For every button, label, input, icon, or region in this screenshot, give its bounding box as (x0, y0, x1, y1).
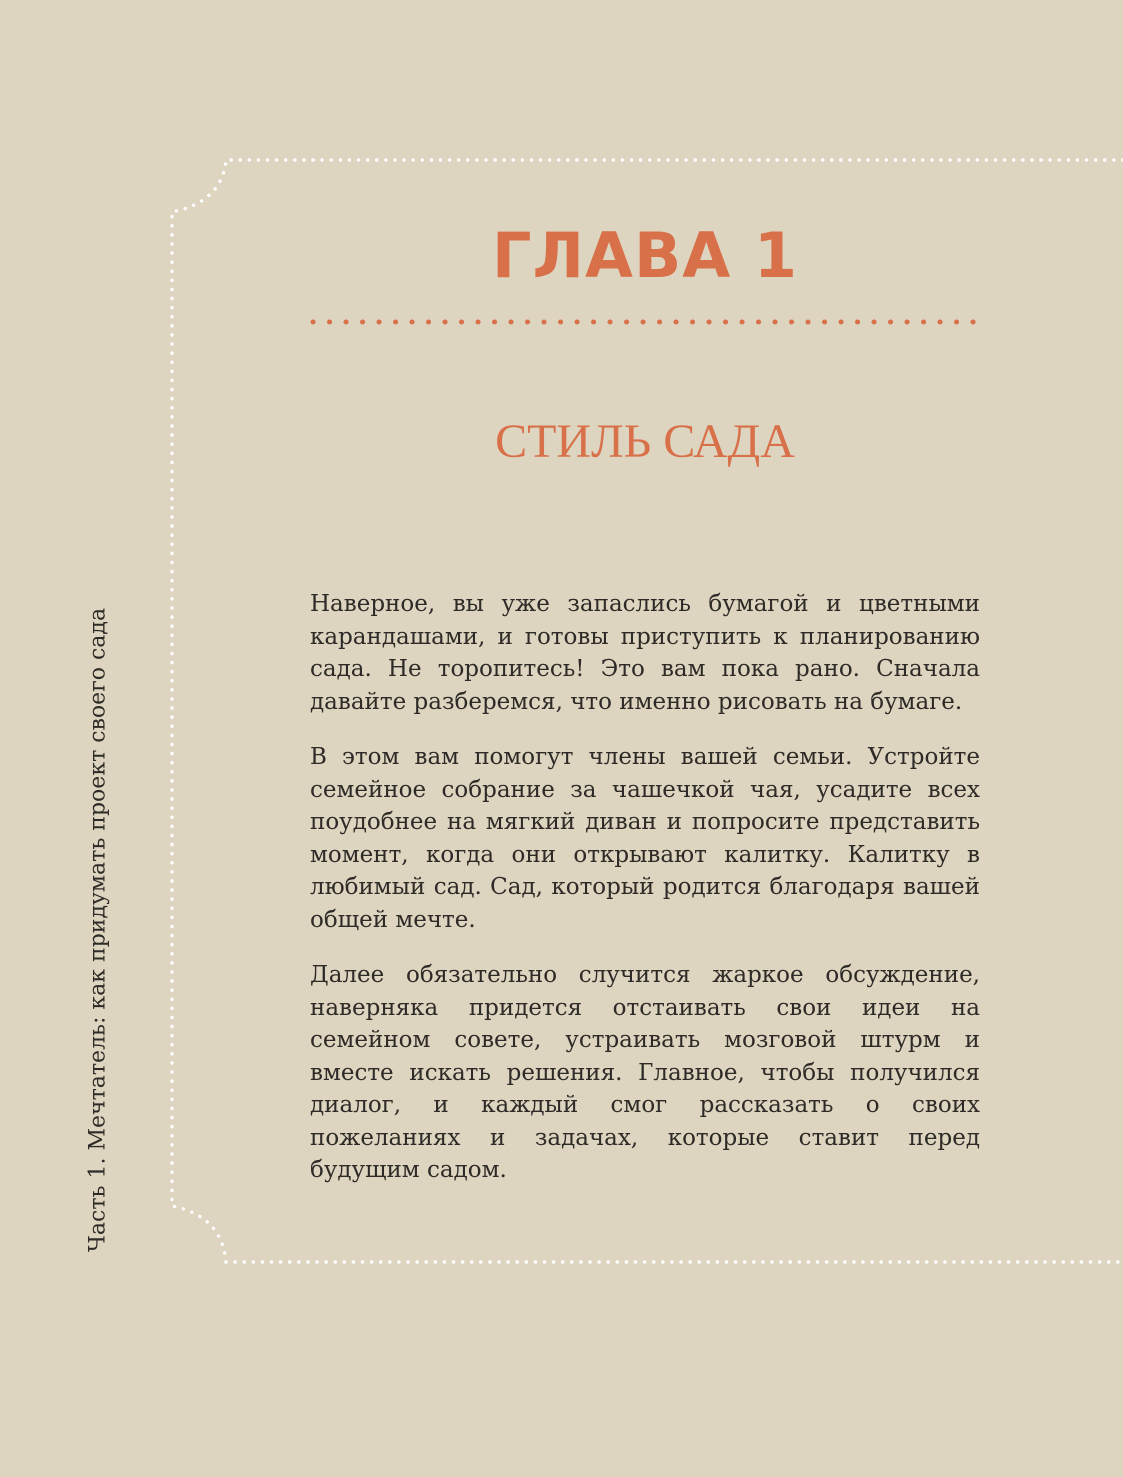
paragraph: Далее обязательно случится жаркое обсуждение, наверняка придется отстаивать свои идеи на семейном совете, устраивать мозговой штурм и вместе искать решения. Главное, чтобы получился диалог, и каждый смог рассказать о своих пожеланиях и задачах, которые ставит перед будущим садом. (310, 962, 980, 1183)
paragraph: Наверное, вы уже запаслись бумагой и цветными карандашами, и готовы приступить к планированию сада. Не торопитесь! Это вам пока рано. Сначала давайте разберемся, что именно рисовать на бумаге. (310, 591, 980, 715)
chapter-title: СТИЛЬ САДА (495, 415, 795, 468)
paragraph: В этом вам помогут члены вашей семьи. Устройте семейное собрание за чашечкой чая, усадите всех поудобнее на мягкий диван и попросите представить момент, когда они открывают калитку. Калитку в любимый сад. Сад, который родится благодаря вашей общей мечте. (310, 744, 980, 933)
chapter-label: ГЛАВА 1 (492, 219, 798, 292)
body-text (310, 588, 980, 1210)
dotted-divider (310, 315, 982, 329)
running-head: Часть 1. Мечтатель: как придумать проект своего сада (85, 607, 111, 1253)
